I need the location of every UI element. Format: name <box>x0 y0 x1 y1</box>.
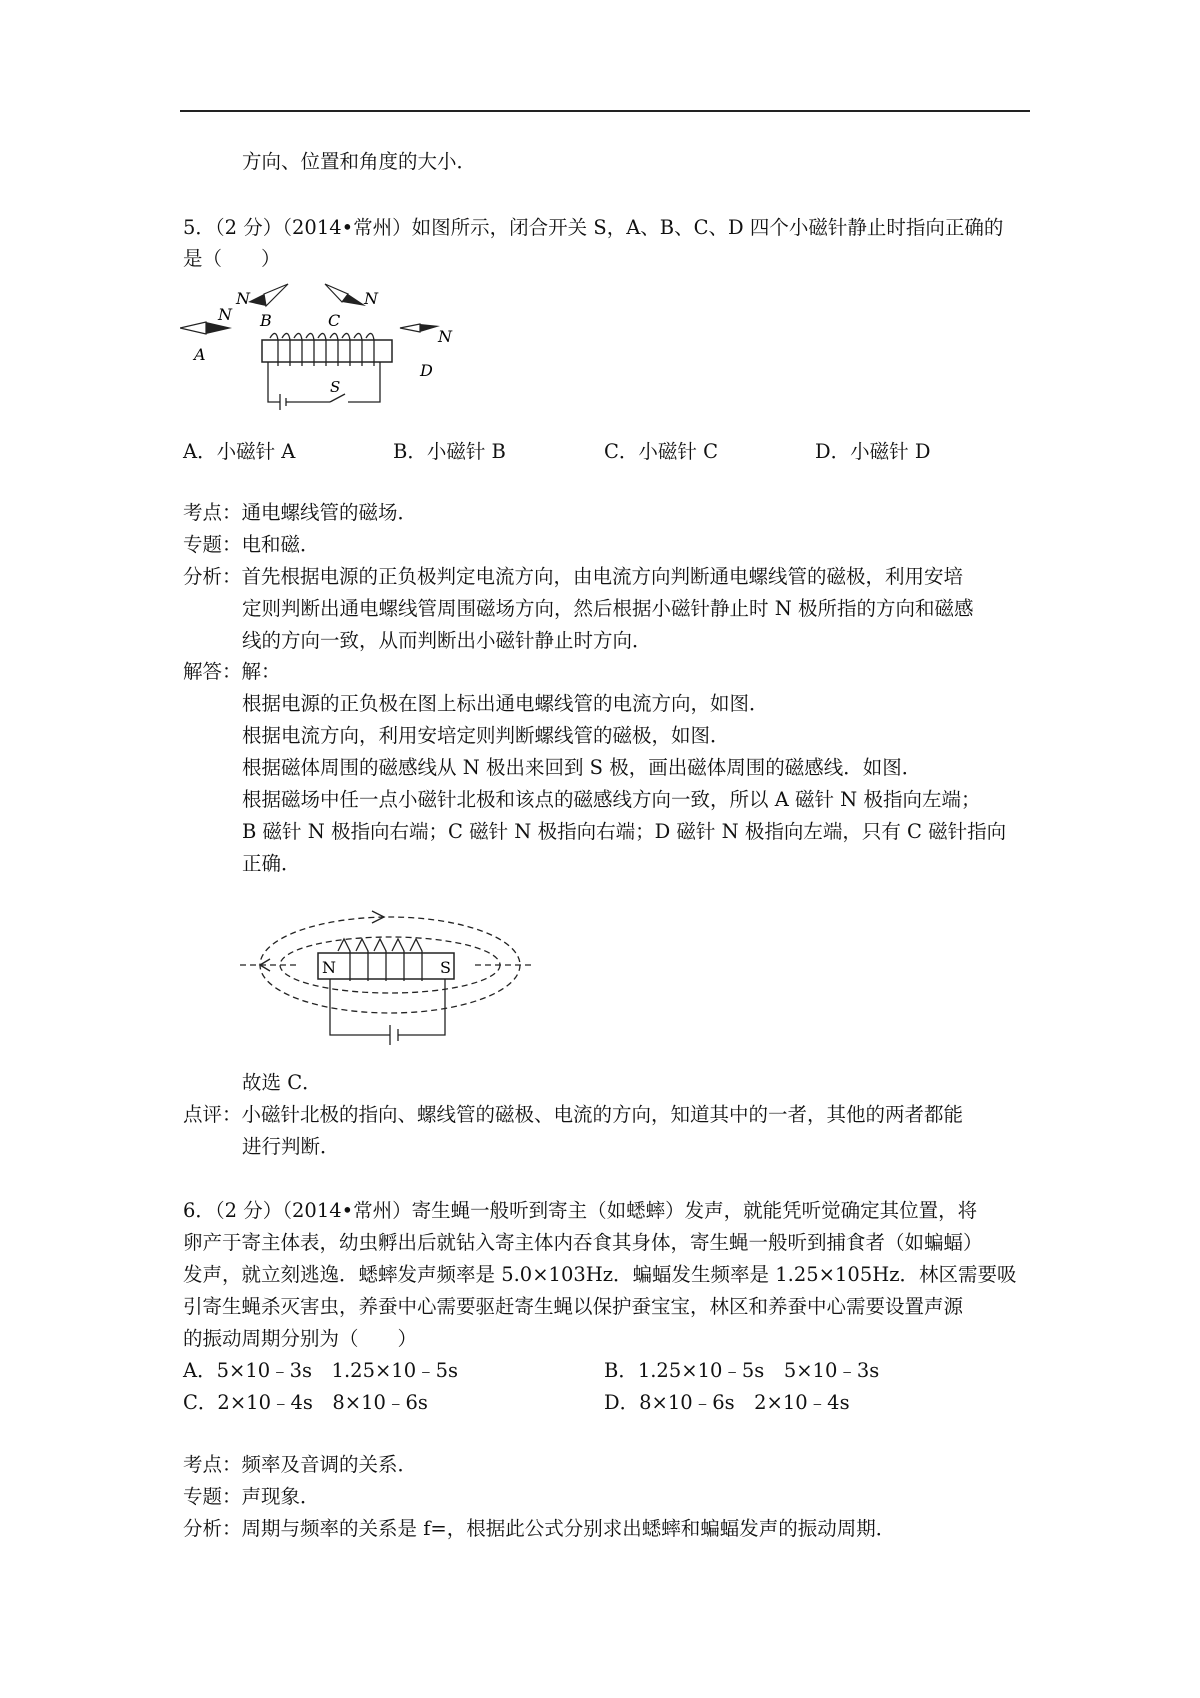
compass-a-n-label: N <box>218 305 232 324</box>
compass-d-n-label: N <box>438 327 452 346</box>
q5-option-b: B．小磁针 B <box>393 440 506 463</box>
q5-jieda-line-6: 正确． <box>242 852 301 875</box>
q6-stem-line-3: 发声，就立刻逃逸．蟋蟀发声频率是 5.0×103Hz．蝙蝠发生频率是 1.25×105Hz．林区需要吸 <box>183 1263 1017 1286</box>
compass-b-label: B <box>260 311 272 330</box>
q5-jieda-line-4: 根据磁场中任一点小磁针北极和该点的磁感线方向一致，所以 A 磁针 N 极指向左端； <box>242 788 981 811</box>
solution-s-pole-label: S <box>440 958 451 977</box>
switch-s-label: S <box>330 378 341 396</box>
compass-c <box>325 284 366 306</box>
q5-kaodian: 考点：通电螺线管的磁场． <box>183 501 418 524</box>
field-lines <box>240 917 535 1013</box>
q5-jieda-line-2: 根据电流方向，利用安培定则判断螺线管的磁极，如图． <box>242 724 730 747</box>
q5-fenxi-line-2: 定则判断出通电螺线管周围磁场方向，然后根据小磁针静止时 N 极所指的方向和磁感 <box>242 597 974 620</box>
q6-stem-line-5: 的振动周期分别为（ ） <box>183 1327 418 1350</box>
compass-c-label: C <box>328 311 341 330</box>
compass-d <box>400 324 440 332</box>
compass-b-n-label: N <box>236 289 250 308</box>
q6-kaodian: 考点：频率及音调的关系． <box>183 1453 418 1476</box>
q5-jieda-head: 解答：解： <box>183 660 281 683</box>
compass-b <box>248 284 288 306</box>
q6-stem-line-4: 引寄生蝇杀灭害虫，养蚕中心需要驱赶寄生蝇以保护蚕宝宝，林区和养蚕中心需要设置声源 <box>183 1295 964 1318</box>
q5-option-a: A．小磁针 A <box>183 440 296 463</box>
compass-a-label: A <box>194 345 206 364</box>
solution-solenoid-coil <box>338 939 422 981</box>
header-rule <box>180 110 1030 112</box>
q5-dianping-line-1: 点评：小磁针北极的指向、螺线管的磁极、电流的方向，知道其中的一者，其他的两者都能 <box>183 1103 964 1126</box>
q5-solution-field-figure <box>240 895 540 1055</box>
q6-stem-line-1: 6．（2 分）（2014•常州）寄生蝇一般听到寄主（如蟋蟀）发声，就能凭听觉确定其位置，将 <box>183 1199 978 1222</box>
q5-option-d: D．小磁针 D <box>815 440 931 463</box>
q5-jieda-line-1: 根据电源的正负极在图上标出通电螺线管的电流方向，如图． <box>242 692 769 715</box>
q6-option-a: A．5×10﹣3s 1.25×10﹣5s <box>183 1359 459 1382</box>
q6-fenxi: 分析：周期与频率的关系是 f=，根据此公式分别求出蟋蟀和蝙蝠发声的振动周期． <box>183 1517 896 1540</box>
solution-n-pole-label: N <box>322 958 336 977</box>
q5-zhuanti: 专题：电和磁． <box>183 533 320 556</box>
q5-stem-line-1: 5．（2 分）（2014•常州）如图所示，闭合开关 S，A、B、C、D 四个小磁针静止时指向正确的 <box>183 216 1004 239</box>
q5-jieda-line-5: B 磁针 N 极指向右端；C 磁针 N 极指向右端；D 磁针 N 极指向左端，只有 C 磁针指向 <box>242 820 1007 843</box>
circuit-wires <box>268 362 380 410</box>
q5-answer: 故选 C． <box>242 1071 322 1094</box>
q6-zhuanti: 专题：声现象． <box>183 1485 320 1508</box>
solution-circuit <box>330 979 445 1045</box>
q6-option-c: C．2×10﹣4s 8×10﹣6s <box>183 1391 428 1414</box>
q5-option-c: C．小磁针 C <box>604 440 719 463</box>
q5-fenxi-line-3: 线的方向一致，从而判断出小磁针静止时方向． <box>242 629 652 652</box>
q6-option-b: B．1.25×10﹣5s 5×10﹣3s <box>604 1359 880 1382</box>
q6-stem-line-2: 卵产于寄主体表，幼虫孵出后就钻入寄主体内吞食其身体，寄生蝇一般听到捕食者（如蝙蝠） <box>183 1231 983 1254</box>
q6-option-d: D．8×10﹣6s 2×10﹣4s <box>604 1391 850 1414</box>
q5-solenoid-compass-figure <box>180 280 480 420</box>
solenoid-coil <box>270 333 374 366</box>
solenoid-core <box>262 340 392 362</box>
continued-line: 方向、位置和角度的大小． <box>242 150 477 173</box>
q5-fenxi-line-1: 分析：首先根据电源的正负极判定电流方向，由电流方向判断通电螺线管的磁极，利用安培 <box>183 565 964 588</box>
q5-dianping-line-2: 进行判断． <box>242 1135 340 1158</box>
q5-jieda-line-3: 根据磁体周围的磁感线从 N 极出来回到 S 极，画出磁体周围的磁感线．如图． <box>242 756 922 779</box>
compass-d-label: D <box>420 361 433 380</box>
compass-c-n-label: N <box>364 289 378 308</box>
q5-stem-line-2: 是（ ） <box>183 247 281 270</box>
